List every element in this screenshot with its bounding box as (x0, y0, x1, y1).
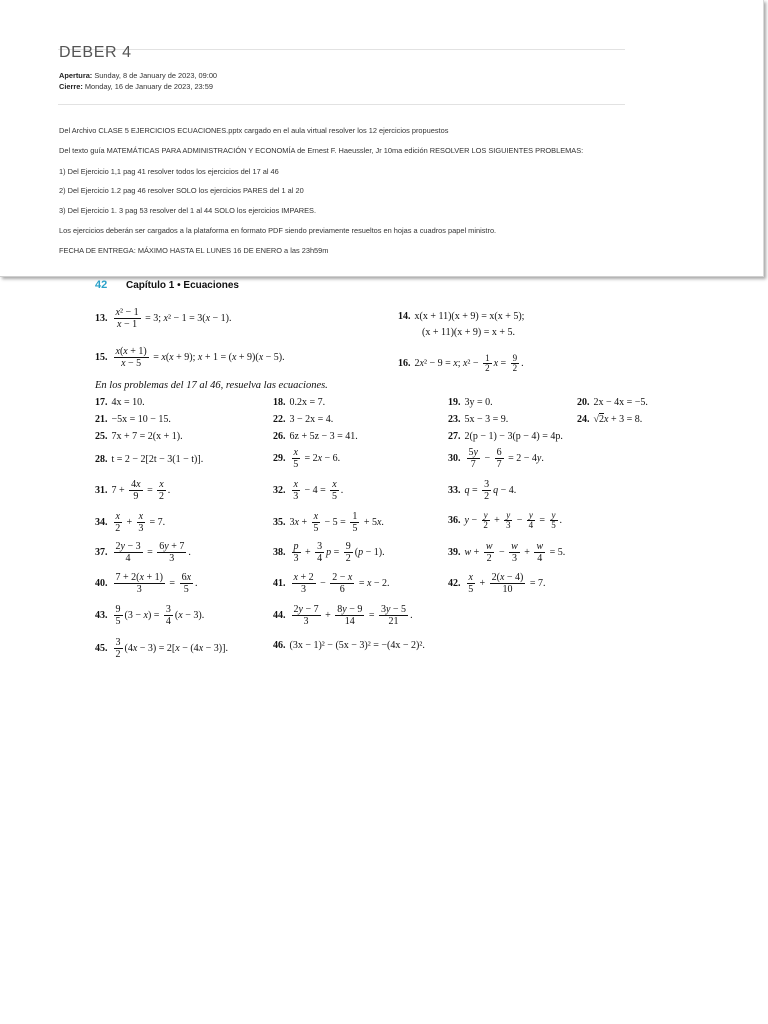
opening-value: Sunday, 8 de January de 2023, 09:00 (92, 71, 218, 80)
problem-38: 38. $\frac{p}{3}$ + $\frac{3}{4}$ p = $\frac{9}{2}$ (p − 1). (273, 541, 385, 564)
problem-29: 29. $\frac{x}{5}$ = 2x − 6. (273, 447, 341, 470)
problem-35: 35. 3x + $\frac{x}{5}$ − 5 = $\frac{1}{5}$ + 5x. (273, 511, 384, 534)
instruction-line: Del texto guía MATEMÁTICAS PARA ADMINISTRACIÓN Y ECONOMÍA de Ernest F. Haeussler, Jr 10ma edición RESOLVER LOS SIGUIENTES PROBLEMAS: (59, 146, 584, 155)
problem-22: 22. 3 − 2x = 4. (273, 414, 334, 425)
closing-date (59, 82, 213, 92)
problem-32: 32. $\frac{x}{3}$ − 4 = $\frac{x}{5}$ . (273, 479, 344, 502)
problem-39: 39. w + $\frac{w}{2}$ − $\frac{w}{3}$ + $\frac{w}{4}$ = 5. (448, 541, 566, 564)
problem-24: 24. √2x + 3 = 8. (577, 414, 643, 425)
problem-34: 34. $\frac{x}{2}$ + $\frac{x}{3}$ = 7. (95, 511, 166, 534)
top-divider (58, 49, 625, 50)
closing-label: Cierre: (59, 82, 83, 91)
dates-divider (58, 104, 625, 105)
problem-25: 25. 7x + 7 = 2(x + 1). (95, 431, 183, 442)
assignment-panel (0, 0, 764, 277)
problem-17: 17. 4x = 10. (95, 397, 145, 408)
assignment-title: DEBER 4 (59, 44, 132, 61)
instruction-line: 3) Del Ejercicio 1. 3 pag 53 resolver del 1 al 44 SOLO los ejercicios IMPARES. (59, 206, 317, 215)
problem-20: 20. 2x − 4x = −5. (577, 397, 648, 408)
closing-value: Monday, 16 de January de 2023, 23:59 (82, 82, 213, 91)
opening-date (59, 71, 217, 81)
problem-14-eq-a: x(x + 11)(x + 9) = x(x + 5); (414, 311, 525, 322)
problem-14: 14. x(x + 11)(x + 9) = x(x + 5); (398, 311, 525, 322)
problem-37: 37. $\frac{2y - 3}{4}$ = $\frac{6y + 7}{3}$ . (95, 541, 191, 564)
instruction-line: Los ejercicios deberán ser cargados a la plataforma en formato PDF siendo previamente resueltos en hojas a cuadros papel ministro. (59, 226, 497, 235)
instruction-line: 1) Del Ejercicio 1,1 pag 41 resolver todos los ejercicios del 17 al 46 (59, 167, 279, 176)
problem-18: 18. 0.2x = 7. (273, 397, 326, 408)
problem-26: 26. 6z + 5z − 3 = 41. (273, 431, 358, 442)
problems-instruction: En los problemas del 17 al 46, resuelva las ecuaciones. (95, 380, 328, 391)
problem-30: 30. $\frac{5y}{7}$ − $\frac{6}{7}$ = 2 − 4y. (448, 447, 544, 470)
page-number: 42 (95, 279, 108, 291)
problem-36: 36. y − $\frac{y}{2}$ + $\frac{y}{3}$ − $\frac{y}{4}$ = $\frac{y}{5}$ . (448, 510, 563, 530)
problem-19: 19. 3y = 0. (448, 397, 493, 408)
problem-45: 45. $\frac{3}{2}$ (4x − 3) = 2[x − (4x − 3)]. (95, 637, 228, 660)
problem-28: 28. t = 2 − 2[2t − 3(1 − t)]. (95, 454, 204, 465)
instruction-line: Del Archivo CLASE 5 EJERCICIOS ECUACIONES.pptx cargado en el aula virtual resolver los 12 ejercicios propuestos (59, 126, 449, 135)
textbook-page (0, 276, 768, 1024)
problem-14-eq-b: (x + 11)(x + 9) = x + 5. (422, 327, 516, 338)
problem-40: 40. $\frac{7 + 2(x + 1)}{3}$ = $\frac{6x}{5}$ . (95, 572, 198, 595)
chapter-title: Capítulo 1 • Ecuaciones (126, 280, 239, 291)
problem-16: 16. 2x² − 9 = x; x² − $\frac{1}{2}$ x = $\frac{9}{2}$ . (398, 353, 524, 373)
problem-27: 27. 2(p − 1) − 3(p − 4) = 4p. (448, 431, 563, 442)
problem-31: 31. 7 + $\frac{4x}{9}$ = $\frac{x}{2}$ . (95, 479, 171, 502)
problem-33: 33. q = $\frac{3}{2}$ q − 4. (448, 479, 517, 502)
due-date-line: FECHA DE ENTREGA: MÁXIMO HASTA EL LUNES 16 DE ENERO a las 23h59m (59, 246, 329, 255)
problem-44: 44. $\frac{2y - 7}{3}$ + $\frac{8y - 9}{14}$ = $\frac{3y - 5}{21}$ . (273, 604, 413, 627)
opening-label: Apertura: (59, 71, 93, 80)
problem-13: 13. $\frac{\text{x² − 1}}{x - 1}$ = 3; x² − 1 = 3(x − 1). (95, 307, 232, 330)
problem-41: 41. $\frac{x + 2}{3}$ − $\frac{2 - x}{6}$ = x − 2. (273, 572, 390, 595)
problem-43: 43. $\frac{9}{5}$ (3 − x) = $\frac{3}{4}$ (x − 3). (95, 604, 205, 627)
problem-42: 42. $\frac{x}{5}$ + $\frac{2(x - 4)}{10}$ = 7. (448, 572, 546, 595)
instruction-line: 2) Del Ejercicio 1.2 pag 46 resolver SOLO los ejercicios PARES del 1 al 20 (59, 186, 304, 195)
problem-15: 15. $\frac{x(x + 1)}{x - 5}$ = x(x + 9); x + 1 = (x + 9)(x − 5). (95, 346, 285, 369)
problem-46: 46. (3x − 1)² − (5x − 3)² = −(4x − 2)². (273, 640, 425, 651)
problem-23: 23. 5x − 3 = 9. (448, 414, 509, 425)
problem-21: 21. −5x = 10 − 15. (95, 414, 171, 425)
